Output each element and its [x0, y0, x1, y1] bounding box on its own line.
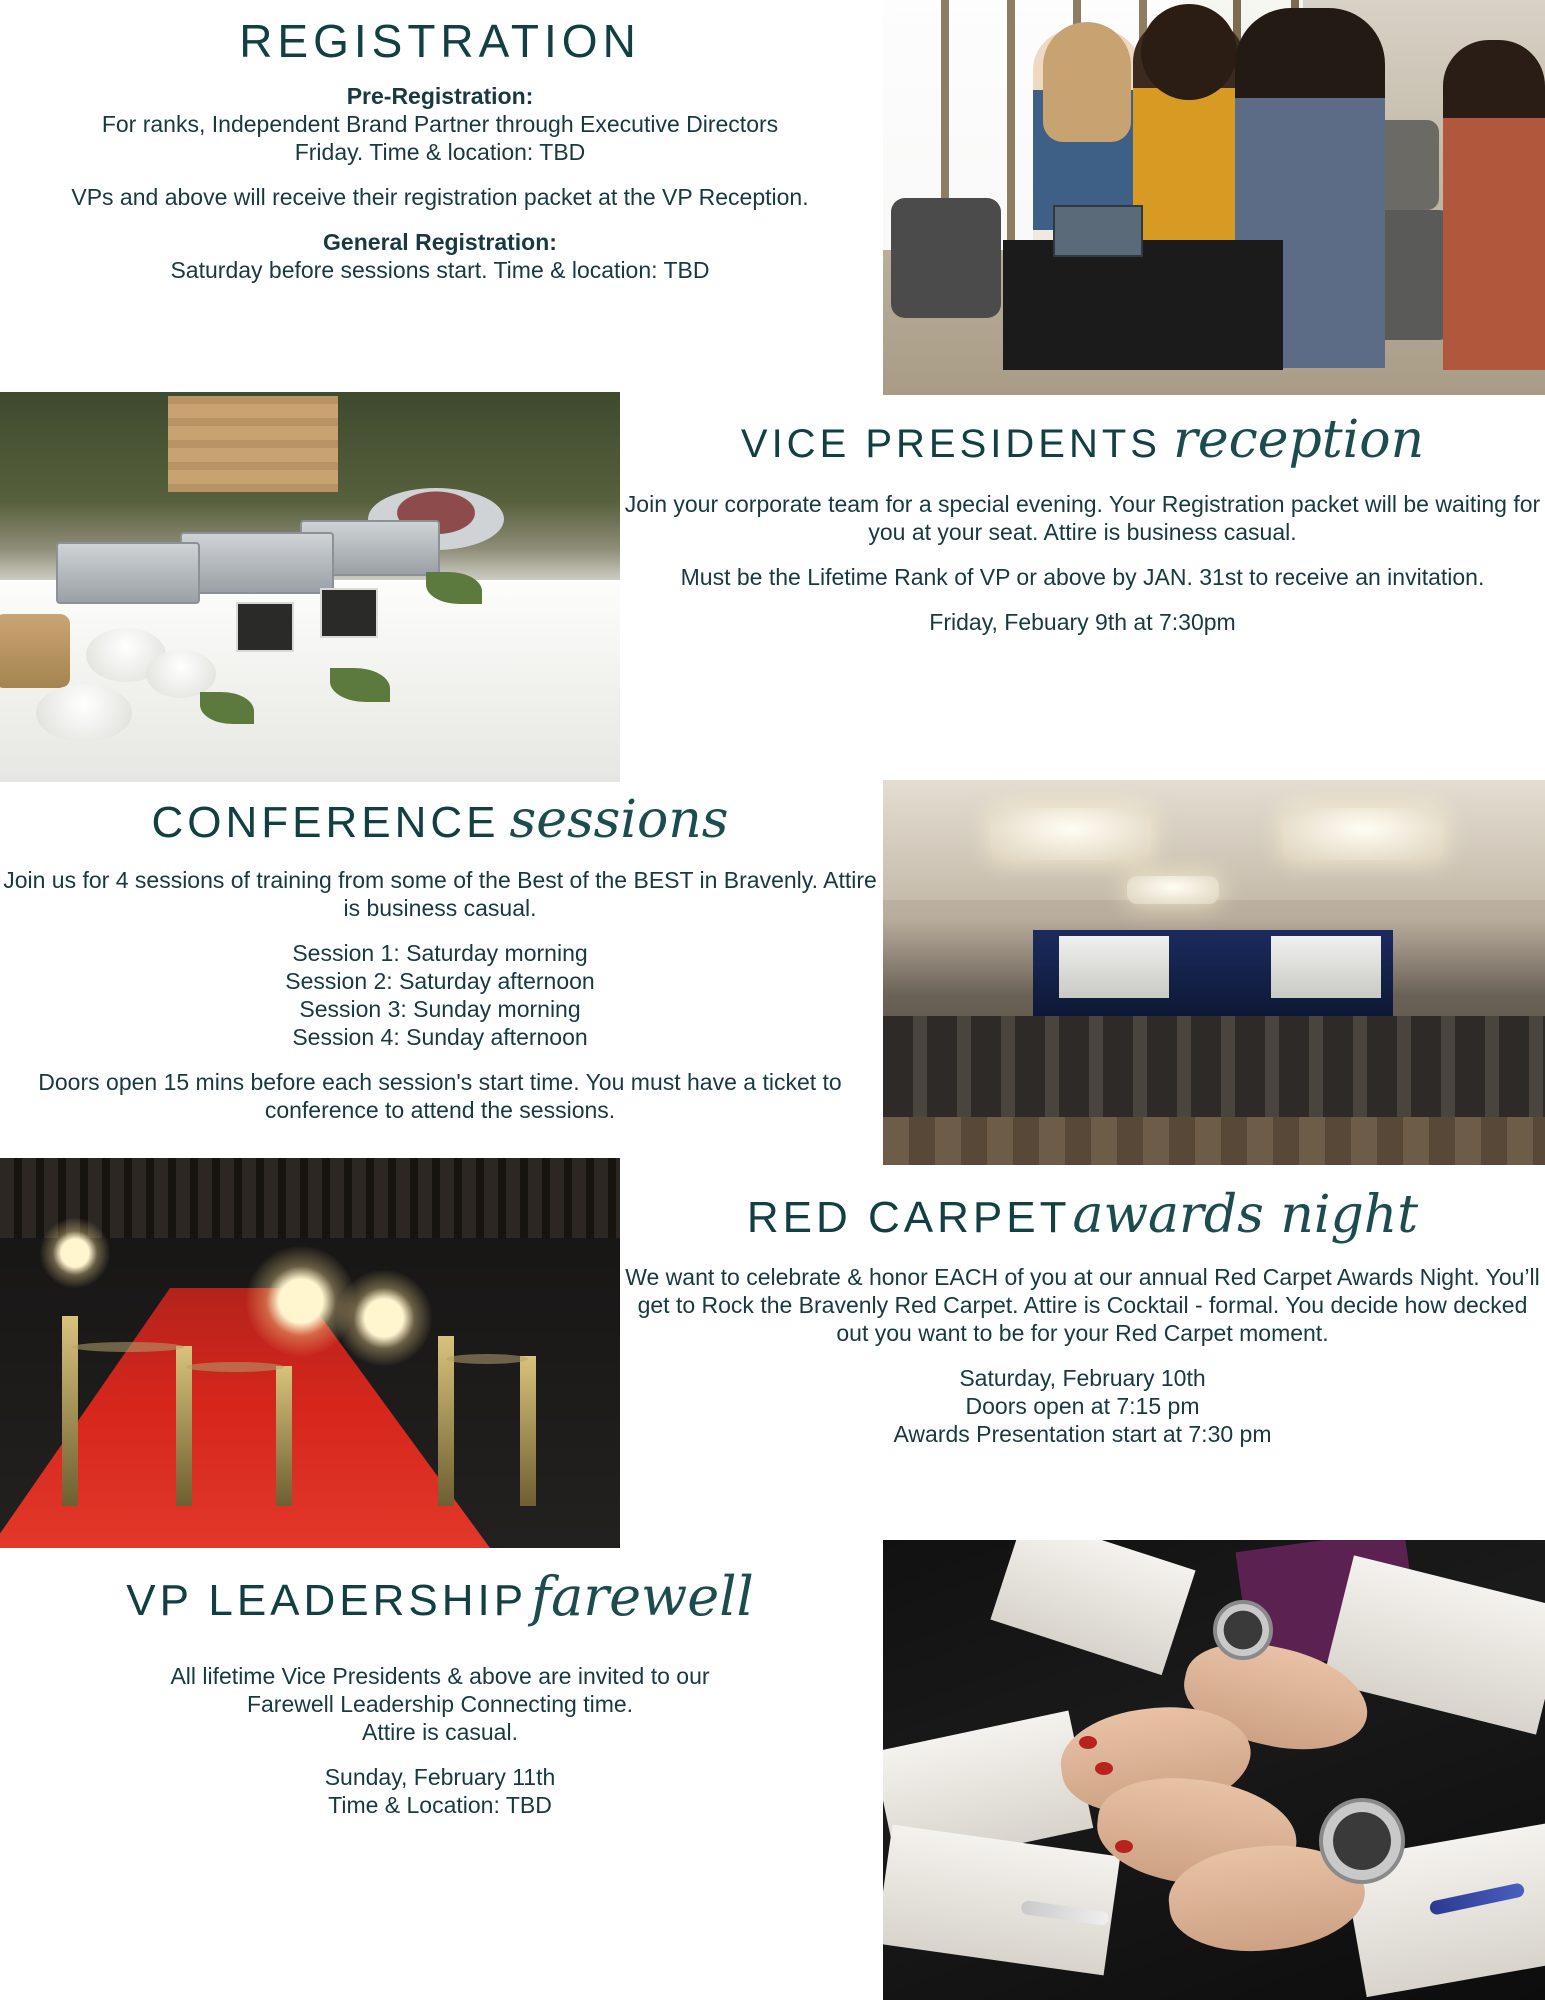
red-carpet-heading-script: awards night	[1072, 1185, 1419, 1245]
red-carpet-heading-main: RED CARPET	[746, 1193, 1071, 1242]
conference-ballroom-photo	[883, 780, 1545, 1165]
pre-registration-line-2: Friday. Time & location: TBD	[294, 139, 586, 166]
conference-paragraph-1: Join us for 4 sessions of training from some of the Best of the BEST in Bravenly. Attire is business casual.	[3, 867, 877, 922]
vp-leadership-paragraph-line-3: Attire is casual.	[362, 1719, 518, 1746]
conference-heading-script: sessions	[509, 790, 729, 850]
conference-session-1: Session 1: Saturday morning	[292, 940, 588, 967]
general-registration-label: General Registration:	[323, 229, 557, 256]
red-carpet-entrance-photo	[0, 1158, 620, 1548]
conference-heading-main: CONFERENCE	[151, 798, 500, 847]
registration-lobby-photo	[883, 0, 1545, 395]
conference-title	[0, 790, 880, 850]
vp-reception-body	[620, 490, 1545, 636]
vp-leadership-heading-main: VP LEADERSHIP	[126, 1576, 528, 1625]
vp-leadership-farewell-section	[0, 1565, 880, 1819]
vp-leadership-paragraph-line-1: All lifetime Vice Presidents & above are invited to our	[170, 1663, 710, 1689]
conference-sessions-section	[0, 790, 880, 1124]
vp-reception-heading-main: VICE PRESIDENTS	[740, 422, 1161, 466]
red-carpet-awards-section	[620, 1185, 1545, 1448]
red-carpet-title	[620, 1185, 1545, 1245]
registration-body	[0, 82, 880, 284]
vp-leadership-paragraph-line-2: Farewell Leadership Connecting time.	[246, 1691, 634, 1718]
conference-session-2: Session 2: Saturday afternoon	[285, 968, 595, 995]
vp-reception-section	[620, 410, 1545, 636]
vp-leadership-date: Sunday, February 11th	[324, 1764, 556, 1791]
vp-leadership-time-location: Time & Location: TBD	[328, 1792, 552, 1819]
registration-heading: REGISTRATION	[239, 15, 641, 67]
vp-reception-paragraph-1: Join your corporate team for a special evening. Your Registration packet will be waiting for you at your seat. Attire is business casual.	[624, 491, 1541, 546]
vp-reception-title	[620, 410, 1545, 470]
registration-section	[0, 14, 880, 284]
conference-session-4: Session 4: Sunday afternoon	[292, 1024, 588, 1051]
red-carpet-doors-open: Doors open at 7:15 pm	[965, 1393, 1200, 1420]
hands-together-teamwork-photo	[883, 1540, 1545, 2000]
vp-leadership-title	[0, 1565, 880, 1628]
vp-leadership-heading-script: farewell	[531, 1565, 754, 1628]
vp-packet-note: VPs and above will receive their registration packet at the VP Reception.	[71, 184, 809, 211]
catering-buffet-photo	[0, 392, 620, 782]
red-carpet-paragraph-1: We want to celebrate & honor EACH of you at our annual Red Carpet Awards Night. You’ll get to Rock the Bravenly Red Carpet. Attire is Cocktail - formal. You decide how decked out you want to be for your Red Carpet moment.	[625, 1264, 1540, 1347]
red-carpet-date: Saturday, February 10th	[959, 1365, 1206, 1392]
red-carpet-awards-start: Awards Presentation start at 7:30 pm	[893, 1421, 1272, 1448]
vp-leadership-body	[0, 1662, 880, 1819]
general-registration-line: Saturday before sessions start. Time & location: TBD	[170, 257, 710, 284]
conference-session-3: Session 3: Sunday morning	[299, 996, 581, 1023]
red-carpet-body	[620, 1263, 1545, 1448]
vp-reception-paragraph-2: Must be the Lifetime Rank of VP or above by JAN. 31st to receive an invitation.	[680, 564, 1485, 591]
conference-paragraph-2: Doors open 15 mins before each session's start time. You must have a ticket to conference to attend the sessions.	[38, 1069, 842, 1124]
conference-body	[0, 866, 880, 1124]
pre-registration-line-1: For ranks, Independent Brand Partner through Executive Directors	[101, 111, 779, 138]
vp-reception-datetime: Friday, Febuary 9th at 7:30pm	[929, 609, 1236, 636]
pre-registration-label: Pre-Registration:	[346, 83, 534, 109]
vp-reception-heading-script: reception	[1172, 410, 1425, 470]
